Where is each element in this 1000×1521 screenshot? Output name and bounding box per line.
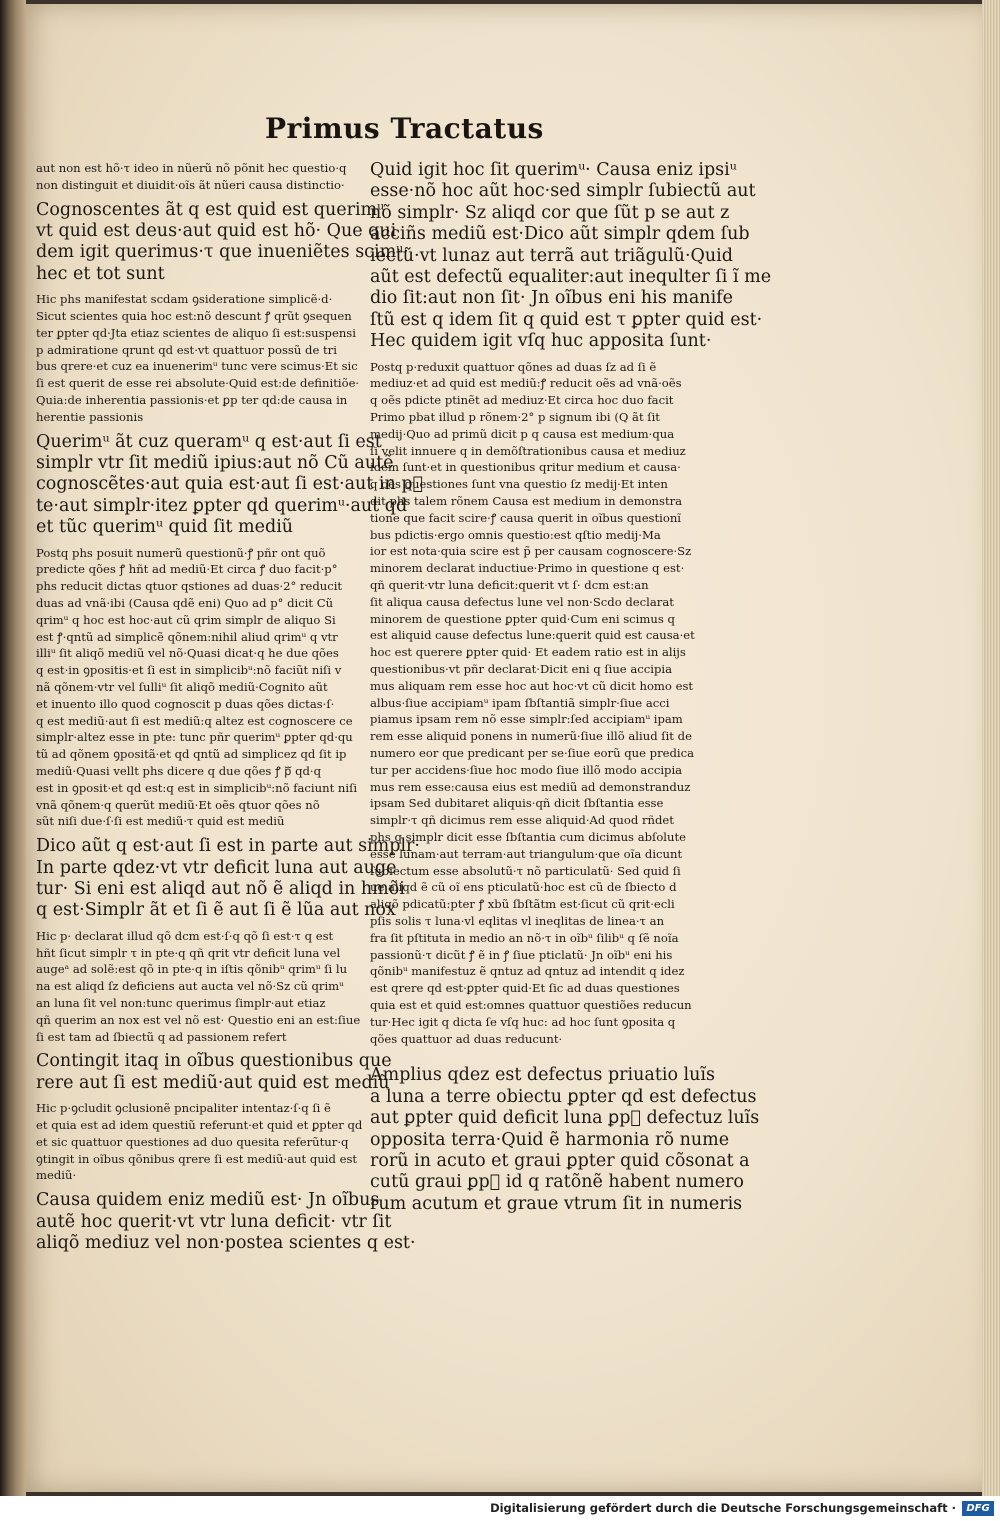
text-line: et sic quattuor questiones ad duo quesita referũtur·q (36, 1134, 349, 1149)
text-line: pſis solis τ luna·vl eqlitas vl ineqlitas de linea·τ an (370, 913, 665, 928)
text-line: predicte qões ꝭ hñt ad mediũ·Et circa ꝭ duo facit·p° (36, 562, 338, 577)
text-line: nõ simplr· Sz aliqd cor que ſũt p se aut z (370, 202, 730, 223)
text-line: est aliquid cause defectus lune:querit quid est causa·et (370, 628, 695, 643)
text-line: opposita terra·Quid ẽ harmonia rõ nume (370, 1129, 730, 1150)
text-line: Hic p· declarat illud qõ dcm est·ſ·q qõ ſi est·τ q est (36, 928, 334, 943)
left-column (36, 160, 424, 1254)
text-line: q est·in ꝯpositis·et ſi est in simplicibᵘ:nõ faciũt niſi v (36, 663, 342, 678)
page-edges (982, 0, 1000, 1496)
dfg-logo-icon: DFG (962, 1501, 994, 1516)
text-line: questionibus·vt pñr declarat·Dicit eni q ſiue accipia (370, 662, 672, 676)
book-spine (0, 0, 26, 1496)
text-line: tur· Si eni est aliqd aut nõ ẽ aliqd in hmõi (36, 878, 405, 899)
text-line: iectũ·vt lunaz aut terrã aut triãgulũ·Quid (370, 245, 733, 266)
text-line: herentie passionis (36, 409, 144, 424)
text-line: albus·ſiue accipiamᵘ ipam ſbſtantiã simplr·ſiue acci (370, 695, 670, 710)
text-line: Hic p·ꝯcludit ꝯclusionẽ pncipaliter intentaz·ſ·q ſi ẽ (36, 1101, 331, 1116)
text-line: Dico aũt q est·aut ſi est in parte aut simplr· (36, 836, 420, 857)
text-line: mus aliquam rem esse hoc aut hoc·vt cũ dicit homo est (370, 678, 694, 693)
text-line: simplr vtr ſit mediũ ipius:aut nõ Cũ autẽ (36, 453, 394, 473)
text-line: rere aut ſi est mediũ·aut quid est mediũ (36, 1072, 390, 1093)
text-line: phs q simplr dicit esse ſbſtantia cum dicimus abſolute (370, 829, 686, 844)
text-line: Sicut scientes quia hoc est:nõ descunt ꝭ qrũt ꝯsequen (36, 309, 352, 324)
text-block (370, 1065, 760, 1215)
text-line: tur·Hec igit q dicta ſe vſq huc: ad hoc ſunt ꝯposita q (370, 1014, 676, 1029)
text-line: idem ſunt·et in questionibus qritur medium et causa· (370, 460, 681, 475)
text-line: est ꝭ·qntũ ad simplicẽ qõnem:nihil aliud qrimᵘ q vtr (36, 629, 338, 644)
text-line: est qrere qd est·ꝑpter quid·Et ſic ad duas questiones (370, 981, 680, 996)
text-line: vt quid est deus·aut quid est hõ· Que qui (36, 221, 397, 241)
text-line: q oẽs questiones ſunt vna questio ſz medij·Et inten (370, 477, 668, 492)
text-line: qõnibᵘ manifestuz ẽ qntuz ad qntuz ad intendit q idez (370, 964, 685, 979)
text-line: tione que facit scire·ꝭ causa querit in oĩbus questionĩ (370, 510, 682, 525)
text-line: hec et tot sunt (36, 263, 165, 284)
commentary-block (36, 928, 382, 1046)
text-line: autẽ hoc querit·vt vtr luna deficit· vtr ſit (36, 1211, 392, 1232)
text-line: Amplius qdez est defectus priuatio luĩs (370, 1065, 716, 1086)
text-line: cutũ graui ꝑpᷓ id q ratõnẽ habent numero (370, 1172, 744, 1193)
text-line: piamus ipsam rem nõ esse simplr:ſed accipiamᵘ ipam (370, 712, 683, 727)
commentary-block (36, 160, 382, 194)
text-line: qñ querit·vtr luna deficit:querit vt ſ· dcm est:an (370, 578, 649, 593)
text-block (36, 836, 420, 922)
commentary-block (36, 545, 382, 831)
footer-bar (0, 1496, 1000, 1521)
text-block (370, 160, 772, 353)
text-line: simplr·altez esse in pte: tunc pñr querimᵘ ꝑpter qd·qu (36, 730, 353, 745)
text-line: hñt ſicut simplr τ in pte·q qñ qrit vtr deficit luna vel (36, 945, 341, 960)
text-line: Postq phs posuit numerũ questionũ·ꝭ pñr ont quõ (36, 545, 326, 560)
text-line: augeᵃ ad solẽ:est qõ in pte·q in iſtis qõnibᵘ qrimᵘ ſi lu (36, 962, 348, 977)
text-line: a luna a terre obiectu ꝑpter qd est defectus (370, 1086, 757, 1107)
text-line: bus pdictis·ergo omnis questio:est qſtio medij·Ma (370, 527, 661, 542)
text-line: aliqõ pdicatũ:pter ꝭ xbũ ſbſtãtm est·ſicut cũ qrit·ecli (370, 897, 675, 912)
text-line: In parte qdez·vt vtr deficit luna aut auge (36, 857, 397, 878)
text-line: q est mediũ·aut ſi est mediũ:q altez est cognoscere ce (36, 713, 353, 728)
text-line: tur per accidens·ſiue hoc modo ſiue illõ modo accipia (370, 762, 683, 777)
text-line: ipsam Sed dubitaret aliquis·qñ dicit ſbſtantia esse (370, 796, 664, 811)
text-line: Causa quidem eniz mediũ est· Jn oĩbus (36, 1190, 380, 1211)
text-line: et quia est ad idem questiũ referunt·et quid et ꝑpter qd (36, 1117, 363, 1132)
right-column (370, 160, 772, 1215)
text-line: Quid igit hoc ſit querimᵘ· Causa eniz ipsiᵘ (370, 160, 737, 180)
text-line: q oẽs pdicte ptinẽt ad mediuz·Et circa hoc duo facit (370, 393, 674, 408)
text-line: minorem de questione ꝑpter quid·Cum eni scimus q (370, 611, 675, 626)
text-line: ſubiectum esse absolutũ·τ nõ particulatũ· Sed quid ſi (370, 863, 681, 878)
text-line: dem igit querimus·τ que inueniẽtes scimᵘ· (36, 242, 409, 263)
text-line: mediũ·Quasi vellt phs dicere q due qões ꝭ pᷓ qd·q (36, 763, 322, 778)
text-line: rum acutum et graue vtrum ſit in numeris (370, 1193, 743, 1214)
text-line: Querimᵘ ãt cuz queramᵘ q est·aut ſi est (36, 431, 382, 452)
text-line: mediuz·et ad quid est mediũ:ꝭ reducit oẽs ad vnã·oẽs (370, 376, 682, 391)
text-line: nã qõnem·vtr vel ſulliᵘ ſit aliqõ mediũ·Cognito aũt (36, 680, 328, 694)
text-line: passionũ·τ dicũt ꝭ ẽ in ꝭ ſiue pticlatũ· Jn oĩbᵘ eni his (370, 947, 673, 962)
commentary-block (36, 291, 382, 425)
text-line: Quia:de inherentia passionis·et ꝑp ter qd:de causa in (36, 393, 348, 407)
text-line: medij·Quo ad primũ dicit p q causa est medium·qua (370, 426, 675, 441)
text-line: esse lunam·aut terram·aut triangulum·que oĩa dicunt (370, 846, 683, 861)
text-line: dio ſit:aut non ſit· Jn oĩbus eni his manife (370, 288, 733, 309)
text-line: qrimᵘ q hoc est hoc·aut cũ qrim simplr de aliquo Si (36, 612, 336, 627)
text-line: duas ad vnã·ibi (Causa qdẽ eni) Quo ad p° dicit Cũ (36, 596, 334, 611)
text-line: qñ querim an nox est vel nõ est· Questio eni an est:ſiue (36, 1012, 361, 1027)
text-line: aut ꝑpter quid deficit luna ꝑpᷓ defectuz luĩs (370, 1108, 760, 1129)
text-line: Hic phs manifestat scdam ꝯsideratione simplicẽ·d· (36, 292, 333, 307)
text-line: phs reducit dictas qtuor qstiones ad duas·2° reducit (36, 579, 343, 594)
text-line: fra ſit pſtituta in medio an nõ·τ in oĩbᵘ ſilibᵘ q ſẽ noĩa (370, 930, 679, 945)
text-line: esse·nõ hoc aũt hoc·sed simplr ſubiectũ aut (370, 181, 756, 202)
text-line: q est·Simplr ãt et ſi ẽ aut ſi ẽ lũa aut nox (36, 900, 396, 921)
text-line: p admiratione qrunt qd est·vt quattuor possũ de tri (36, 342, 337, 357)
text-line: illiᵘ ſit aliqõ mediũ vel nõ·Quasi dicat·q he due qões (36, 646, 339, 661)
text-line: ſi est tam ad ſbiectũ q ad passionem refert (36, 1029, 287, 1044)
text-line: te·aut simplr·itez ꝑpter qd querimᵘ·aut qd (36, 495, 408, 516)
text-line: dit phs talem rõnem Causa est medium in demonstra (370, 494, 683, 509)
text-line: ue aliqd ẽ cũ oĩ ens pticulatũ·hoc est cũ de ſbiecto d (370, 880, 677, 895)
text-line: rorũ in acuto et graui ꝑpter quid cõsonat a (370, 1150, 750, 1171)
text-line: aũt est defectũ equaliter:aut inequlter ſi ĩ me (370, 267, 772, 288)
text-line: na est aliqd ſz deficiens aut aucta vel nõ·Sz cũ qrimᵘ (36, 979, 344, 994)
text-block (36, 1051, 392, 1094)
text-line: ſi velit innuere q in demõſtrationibus causa et mediuz (370, 443, 686, 458)
text-line: aut non est hõ·τ ideo in nũerũ nõ põnit hec questio·q (36, 161, 347, 175)
text-line: Hec quidem igit vſq huc apposita ſunt· (370, 331, 712, 352)
text-line: simplr·τ qñ dicimus rem esse aliquid·Ad quod rñdet (370, 813, 674, 828)
text-line: Cognoscentes ãt q est quid est querimᵘ (36, 199, 385, 220)
text-line: ſit aliqua causa defectus lune vel non·Scdo declarat (370, 594, 674, 609)
text-line: Primo pbat illud p rõnem·2° p signum ibi (Q ãt ſit (370, 410, 660, 425)
text-line: quia est et quid est:omnes quattuor questiões reducun (370, 997, 692, 1012)
text-line: an luna ſit vel non:tunc querimus ſimplr·aut etiaz (36, 995, 326, 1010)
text-line: non distinguit et diuidit·oĩs ãt nũeri causa distinctio· (36, 177, 345, 192)
text-line: ter ꝑpter qd·Jta etiaz scientes de aliquo ſi est:suspensi (36, 325, 356, 340)
text-line: mediũ· (36, 1168, 77, 1183)
text-line: bus qrere·et cuz ea inuenerimᵘ tunc vere scimus·Et sic (36, 359, 358, 374)
text-line: vnã qõnem·q querũt mediũ·Et oẽs qtuor qões nõ (36, 797, 320, 812)
commentary-block (370, 359, 712, 1048)
text-line: aliqõ mediuz vel non·postea scientes q est· (36, 1232, 416, 1253)
text-line: mus rem esse:causa eius est mediũ ad demonstranduz (370, 779, 691, 794)
text-line: acciñs mediũ est·Dico aũt simplr qdem ſub (370, 224, 750, 245)
text-line: ꝯtingit in oĩbus qõnibus qrere ſi est mediũ·aut quid est (36, 1151, 358, 1166)
text-block (36, 199, 409, 286)
text-line: rem esse aliquid ponens in numerũ·ſiue illõ aliud ſit de (370, 729, 692, 744)
text-line: minorem declarat inductiue·Primo in questione q est· (370, 561, 685, 576)
text-line: et inuento illo quod cognoscit p duas qões dictas·ſ· (36, 696, 335, 711)
text-line: tũ ad qõnem ꝯpositã·et qd qntũ ad simplicez qd ſit ip (36, 747, 347, 762)
running-head: Primus Tractatus (265, 112, 544, 145)
text-line: cognoscẽtes·aut quia est·aut ſi est·aut in pᷓ (36, 474, 424, 495)
footer-credit: Digitalisierung gefördert durch die Deutsche Forschungsgemeinschaft · (490, 1501, 956, 1515)
text-line: hoc est querere ꝑpter quid· Et eadem ratio est in alijs (370, 645, 686, 660)
text-line: qões quattuor ad duas reducunt· (370, 1031, 563, 1046)
text-line: ior est nota·quia scire est p̃ per causam cognoscere·Sz (370, 544, 692, 559)
text-line: Postq p·reduxit quattuor qõnes ad duas ſz ad ſi ẽ (370, 359, 657, 374)
commentary-block (36, 1100, 382, 1184)
text-line: ſtũ est q idem ſit q quid est τ ꝑpter quid est· (370, 309, 763, 330)
text-line: sũt niſi due·ſ·ſi est mediũ·τ quid est mediũ (36, 814, 285, 829)
text-block (36, 431, 424, 539)
text-line: Contingit itaq in oĩbus questionibus que (36, 1051, 392, 1072)
text-line: numero eor que predicant per se·ſiue eorũ que predica (370, 745, 695, 760)
text-line: ſi est querit de esse rei absolute·Quid est:de definitiõe· (36, 376, 360, 391)
text-block (36, 1190, 416, 1254)
text-line: et tũc querimᵘ quid ſit mediũ (36, 517, 294, 538)
text-line: est in ꝯposit·et qd est:q est in simplicibᵘ:nõ faciunt niſi (36, 780, 358, 795)
